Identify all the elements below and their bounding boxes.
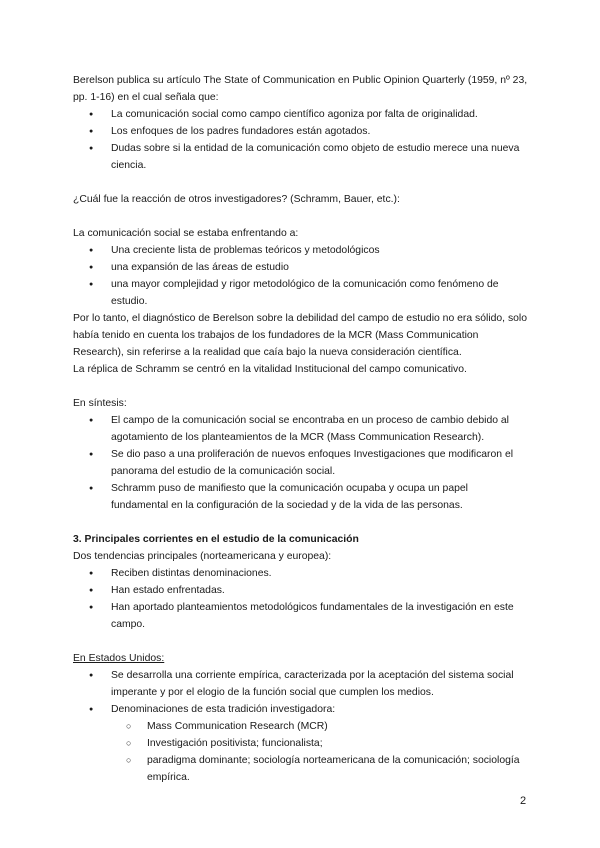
list-item: ● Schramm puso de manifiesto que la comunicación ocupaba y ocupa un papel fundamental en la configuración de la sociedad y de la vida de las personas.: [73, 480, 528, 514]
section-lead: Dos tendencias principales (norteamericana y europea):: [73, 551, 332, 562]
list-item: ● Han aportado planteamientos metodológicos fundamentales de la investigación en este campo.: [73, 599, 528, 633]
list-item: [73, 701, 528, 718]
list-item: ● Han estado enfrentadas.: [73, 582, 528, 599]
list-item: ● Reciben distintas denominaciones.: [73, 565, 528, 582]
reaction-bullet-list: [73, 242, 528, 310]
list-item: ● Una creciente lista de problemas teóricos y metodológicos: [73, 242, 528, 259]
section-bullet-list: [73, 565, 528, 633]
schramm-reply-paragraph: La réplica de Schramm se centró en la vitalidad Institucional del campo comunicativo.: [73, 364, 467, 375]
usa-sub-list: [73, 718, 528, 786]
list-item: ● El campo de la comunicación social se encontraba en un proceso de cambio debido al agotamiento de los planteamientos de la MCR (Mass Communication Research).: [73, 412, 528, 446]
sub-list-item: ○ Investigación positivista; funcionalista;: [73, 735, 528, 752]
page-content: [73, 72, 528, 786]
synthesis-bullet-list: [73, 412, 528, 514]
intro-paragraph: Berelson publica su artículo The State of Communication en Public Opinion Quarterly (1959, nº 23, pp. 1-16) en el cual señala que:: [73, 75, 528, 103]
usa-bullet-list: [73, 667, 528, 718]
conclusion-paragraph: Por lo tanto, el diagnóstico de Berelson sobre la debilidad del campo de estudio no era sólido, solo había tenido en cuenta los trabajos de los fundadores de la MCR (Mass Communication Research), sin referirse a la realidad que caía bajo la nueva consideración científica.: [73, 313, 528, 358]
reaction-lead: La comunicación social se estaba enfrentando a:: [73, 228, 299, 239]
sub-list-item: ○ paradigma dominante; sociología norteamericana de la comunicación; sociología empírica.: [73, 752, 528, 786]
sub-list-item: ○ Mass Communication Research (MCR): [73, 718, 528, 735]
list-item: ● Se dio paso a una proliferación de nuevos enfoques Investigaciones que modificaron el panorama del estudio de la comunicación social.: [73, 446, 528, 480]
page-number: 2: [520, 795, 527, 807]
intro-bullet-list: [73, 106, 528, 174]
list-item: ● La comunicación social como campo científico agoniza por falta de originalidad.: [73, 106, 528, 123]
list-item: ● una expansión de las áreas de estudio: [73, 259, 528, 276]
usa-heading: En Estados Unidos:: [73, 653, 165, 664]
list-item-label: Denominaciones de esta tradición investigadora:: [111, 704, 336, 715]
list-item: ● Se desarrolla una corriente empírica, caracterizada por la aceptación del sistema social imperante y por el elogio de la función social que cumplen los medios.: [73, 667, 528, 701]
section-heading: 3. Principales corrientes en el estudio de la comunicación: [73, 534, 359, 545]
list-item: ● Dudas sobre si la entidad de la comunicación como objeto de estudio merece una nueva ciencia.: [73, 140, 528, 174]
synthesis-lead: En síntesis:: [73, 398, 127, 409]
list-item: ● una mayor complejidad y rigor metodológico de la comunicación como fenómeno de estudio.: [73, 276, 528, 310]
list-item: ● Los enfoques de los padres fundadores están agotados.: [73, 123, 528, 140]
question-paragraph: ¿Cuál fue la reacción de otros investigadores? (Schramm, Bauer, etc.):: [73, 194, 400, 205]
